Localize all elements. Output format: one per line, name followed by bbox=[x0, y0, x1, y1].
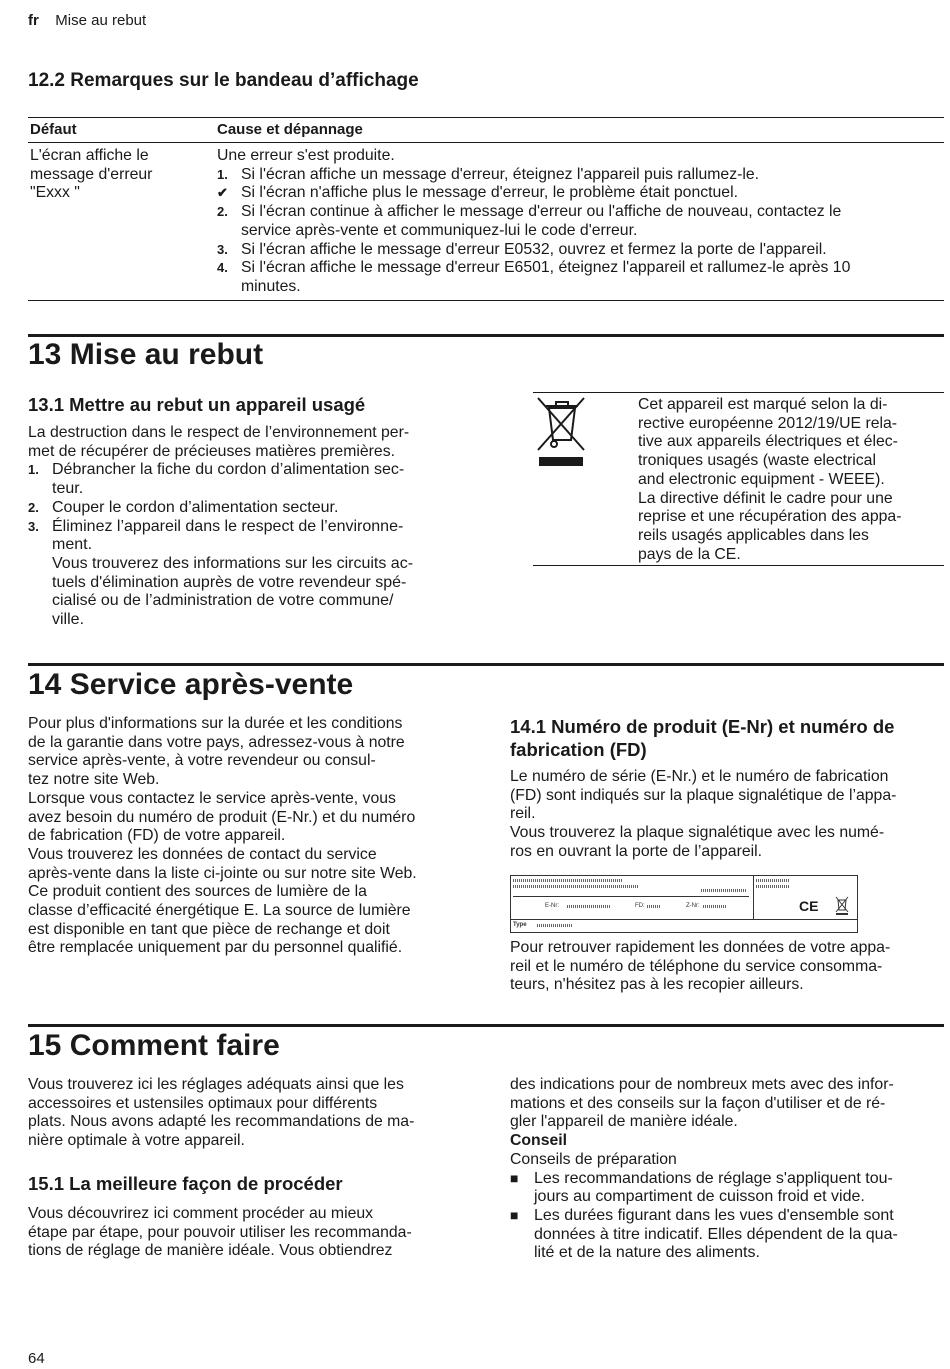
text-line: Le numéro de série (E-Nr.) et le numéro de fabrication bbox=[510, 768, 889, 785]
text-line: Si l'écran n'affiche plus le message d'erreur, le problème était ponctuel. bbox=[241, 184, 738, 202]
text-line: message d'erreur bbox=[30, 165, 153, 183]
weee-bin-icon bbox=[534, 396, 588, 468]
text-line: gler l'appareil de manière idéale. bbox=[510, 1113, 738, 1131]
chapter-rule bbox=[28, 1024, 944, 1027]
text-line: Pour retrouver rapidement les données de votre appa- bbox=[510, 939, 891, 956]
page-number: 64 bbox=[28, 1350, 45, 1367]
text-line: Débrancher la fiche du cordon d’alimentation sec- bbox=[52, 461, 405, 479]
text-line: L'écran affiche le bbox=[30, 147, 149, 164]
section-15-1-right bbox=[510, 1076, 944, 1263]
text-line: ville. bbox=[52, 611, 85, 629]
text-line: jours au compartiment de cuisson froid et vide. bbox=[534, 1188, 865, 1206]
title-line: 14.1 Numéro de produit (E-Nr) et numéro de bbox=[510, 716, 895, 737]
text-line: cialisé ou de l’administration de votre commune/ bbox=[52, 592, 394, 610]
step-number: 1. bbox=[28, 462, 39, 478]
text-line: reil. bbox=[510, 805, 536, 823]
text-line: Si l'écran affiche un message d'erreur, éteignez l'appareil puis rallumez-le. bbox=[241, 165, 760, 183]
text-line: service après-vente, à votre revendeur ou consul- bbox=[28, 752, 376, 770]
plate-divider bbox=[753, 876, 754, 919]
section-12-2-title: 12.2 Remarques sur le bandeau d’affichage bbox=[28, 70, 419, 91]
text-line: être remplacée uniquement par du personnel qualifié. bbox=[28, 939, 403, 957]
title-line: fabrication (FD) bbox=[510, 739, 647, 760]
text-line: service après-vente et communiquez-lui le code d'erreur. bbox=[241, 221, 638, 239]
bullet-square-icon: ■ bbox=[510, 1169, 519, 1186]
text-line: Les durées figurant dans les vues d'ensemble sont bbox=[534, 1206, 894, 1224]
text-line: après-vente dans la liste ci-jointe ou sur notre site Web. bbox=[28, 864, 417, 882]
disposal-steps bbox=[28, 461, 468, 629]
text-line: minutes. bbox=[241, 277, 301, 295]
step-number: 3. bbox=[217, 241, 228, 257]
text-line: troniques usagés (waste electrical bbox=[638, 452, 876, 470]
plate-bar bbox=[701, 889, 747, 892]
text-line: "Exxx " bbox=[30, 184, 80, 202]
text-line: étape par étape, pour pouvoir utiliser les recommanda- bbox=[28, 1223, 412, 1241]
text-line: classe d’efficacité énergétique E. La source de lumière bbox=[28, 902, 411, 920]
list-item bbox=[28, 499, 468, 518]
language-code: fr bbox=[28, 12, 39, 29]
col-header-fault: Défaut bbox=[28, 118, 215, 143]
text-line: mations et des conseils sur la façon d'utiliser et de ré- bbox=[510, 1094, 886, 1112]
fault-cell bbox=[28, 143, 215, 301]
section-14-1-after bbox=[510, 939, 944, 995]
text-line: plats. Nous avons adapté les recommandations de ma- bbox=[28, 1113, 415, 1131]
rating-plate bbox=[510, 875, 858, 933]
section-13-1-body bbox=[28, 424, 468, 630]
text-line: met de récupérer de précieuses matières premières. bbox=[28, 442, 395, 460]
list-item bbox=[217, 184, 942, 203]
list-item bbox=[217, 241, 942, 260]
text-line: (FD) sont indiqués sur la plaque signalétique de l’appa- bbox=[510, 786, 897, 804]
text-line: Lorsque vous contactez le service après-vente, vous bbox=[28, 789, 396, 807]
col-header-cause: Cause et dépannage bbox=[215, 118, 944, 143]
text-line: Vous trouverez les données de contact du service bbox=[28, 845, 377, 863]
list-item bbox=[28, 461, 468, 498]
chapter-14-title: 14 Service après-vente bbox=[28, 668, 354, 701]
text-line: données à titre indicatif. Elles dépendent de la qua- bbox=[534, 1225, 898, 1243]
text-line: tions de réglage de manière idéale. Vous obtiendrez bbox=[28, 1242, 393, 1260]
plate-bar bbox=[756, 885, 790, 888]
bullet-square-icon: ■ bbox=[510, 1206, 519, 1223]
plate-divider bbox=[511, 919, 857, 920]
chapter-15-intro bbox=[28, 1076, 478, 1151]
text-line: reprise et une récupération des appa- bbox=[638, 508, 902, 526]
text-line: Vous trouverez ici les réglages adéquats ainsi que les bbox=[28, 1076, 404, 1093]
text-line: Couper le cordon d’alimentation secteur. bbox=[52, 498, 339, 516]
section-13-1-title: 13.1 Mettre au rebut un appareil usagé bbox=[28, 394, 366, 415]
ce-mark: CE bbox=[799, 898, 819, 914]
text-line: and electronic equipment - WEEE). bbox=[638, 470, 885, 488]
text-line: Si l'écran continue à afficher le message d'erreur ou l'affiche de nouveau, contactez le bbox=[241, 203, 842, 221]
plate-divider bbox=[513, 896, 749, 897]
remedy-steps bbox=[217, 166, 942, 297]
text-line: La destruction dans le respect de l’environnement per- bbox=[28, 424, 410, 441]
text-line: Si l'écran affiche le message d'erreur E0532, ouvrez et fermez la porte de l'appareil. bbox=[241, 240, 827, 258]
plate-bar bbox=[513, 885, 638, 888]
text-line: Pour plus d'informations sur la durée et les conditions bbox=[28, 715, 403, 732]
weee-rule-bottom bbox=[533, 565, 944, 566]
text-line: teur. bbox=[52, 480, 84, 498]
tip-subtitle: Conseils de préparation bbox=[510, 1150, 677, 1168]
section-15-1-title: 15.1 La meilleure façon de procéder bbox=[28, 1173, 343, 1194]
text-line: reils usagés applicables dans les bbox=[638, 526, 869, 544]
plate-znr-label: Z-Nr: bbox=[686, 903, 700, 909]
plate-bar bbox=[756, 879, 790, 882]
text-line: La directive définit le cadre pour une bbox=[638, 489, 893, 507]
text-line: tuels d'élimination auprès de votre revendeur spé- bbox=[52, 573, 407, 591]
text-line: Ce produit contient des sources de lumière de la bbox=[28, 883, 367, 901]
text-line: Cet appareil est marqué selon la di- bbox=[638, 396, 888, 413]
text-line: ment. bbox=[52, 536, 93, 554]
text-line: de la garantie dans votre pays, adressez-vous à notre bbox=[28, 733, 405, 751]
text-line: Vous trouverez des informations sur les circuits ac- bbox=[52, 554, 414, 572]
list-item bbox=[217, 203, 942, 240]
text-line: nière optimale à votre appareil. bbox=[28, 1132, 245, 1150]
text-line: tez notre site Web. bbox=[28, 771, 160, 789]
tip-bullets bbox=[510, 1170, 944, 1264]
plate-bar bbox=[703, 905, 727, 908]
section-15-1-body bbox=[28, 1205, 478, 1261]
text-line: Vous trouverez la plaque signalétique avec les numé- bbox=[510, 824, 885, 842]
list-item bbox=[28, 518, 468, 630]
chapter-15-title: 15 Comment faire bbox=[28, 1029, 280, 1062]
weee-small-icon bbox=[835, 896, 849, 916]
section-14-1-title bbox=[510, 715, 944, 761]
tip-title: Conseil bbox=[510, 1132, 568, 1150]
text-line: de fabrication (FD) de votre appareil. bbox=[28, 827, 286, 845]
weee-rule-top bbox=[533, 392, 944, 393]
step-number: 4. bbox=[217, 260, 228, 276]
plate-enr-label: E-Nr: bbox=[545, 903, 559, 909]
text-line: Si l'écran affiche le message d'erreur E6501, éteignez l'appareil et rallumez-le après 10 bbox=[241, 259, 851, 277]
list-item bbox=[217, 259, 942, 296]
text-line: teurs, n'hésitez pas à les recopier ailleurs. bbox=[510, 976, 804, 994]
text-line: des indications pour de nombreux mets avec des infor- bbox=[510, 1076, 894, 1093]
step-number: 1. bbox=[217, 166, 228, 182]
step-number: 3. bbox=[28, 518, 39, 534]
text-line: pays de la CE. bbox=[638, 545, 741, 563]
text-line: lité et de la nature des aliments. bbox=[534, 1244, 760, 1262]
text-line: Les recommandations de réglage s'appliquent tou- bbox=[534, 1169, 893, 1187]
section-14-1-body bbox=[510, 768, 944, 862]
weee-text bbox=[638, 396, 943, 564]
plate-fd-label: FD: bbox=[635, 903, 645, 909]
table-row bbox=[28, 143, 944, 301]
list-item bbox=[217, 166, 942, 185]
plate-bar bbox=[537, 924, 573, 927]
text-line: ros en ouvrant la porte de l’appareil. bbox=[510, 842, 763, 860]
text-line: tive aux appareils électriques et élec- bbox=[638, 433, 898, 451]
plate-type-label: Type bbox=[513, 922, 527, 928]
chapter-13-title: 13 Mise au rebut bbox=[28, 338, 264, 371]
text-line: accessoires et ustensiles optimaux pour différents bbox=[28, 1094, 378, 1112]
plate-bar bbox=[647, 905, 661, 908]
step-number: 2. bbox=[217, 204, 228, 220]
chapter-14-body bbox=[28, 715, 478, 958]
cause-cell bbox=[215, 143, 944, 301]
chapter-rule bbox=[28, 663, 944, 666]
error-table bbox=[28, 117, 944, 301]
list-item bbox=[510, 1207, 944, 1263]
text-line: avez besoin du numéro de produit (E-Nr.) et du numéro bbox=[28, 808, 416, 826]
plate-bar bbox=[513, 879, 623, 882]
check-icon: ✔ bbox=[217, 185, 228, 201]
text-line: Éliminez l’appareil dans le respect de l’environne- bbox=[52, 517, 404, 535]
running-header: Mise au rebut bbox=[55, 12, 147, 29]
step-number: 2. bbox=[28, 499, 39, 515]
text-line: reil et le numéro de téléphone du service consomma- bbox=[510, 957, 883, 975]
text-line: rective européenne 2012/19/UE rela- bbox=[638, 414, 898, 432]
section-14-1 bbox=[510, 715, 944, 761]
text-line: Vous découvrirez ici comment procéder au mieux bbox=[28, 1205, 374, 1222]
list-item bbox=[510, 1170, 944, 1207]
plate-bar bbox=[567, 905, 611, 908]
cause-intro: Une erreur s'est produite. bbox=[217, 147, 395, 164]
chapter-rule bbox=[28, 334, 944, 337]
text-line: est disponible en tant que pièce de rechange et doit bbox=[28, 920, 390, 938]
